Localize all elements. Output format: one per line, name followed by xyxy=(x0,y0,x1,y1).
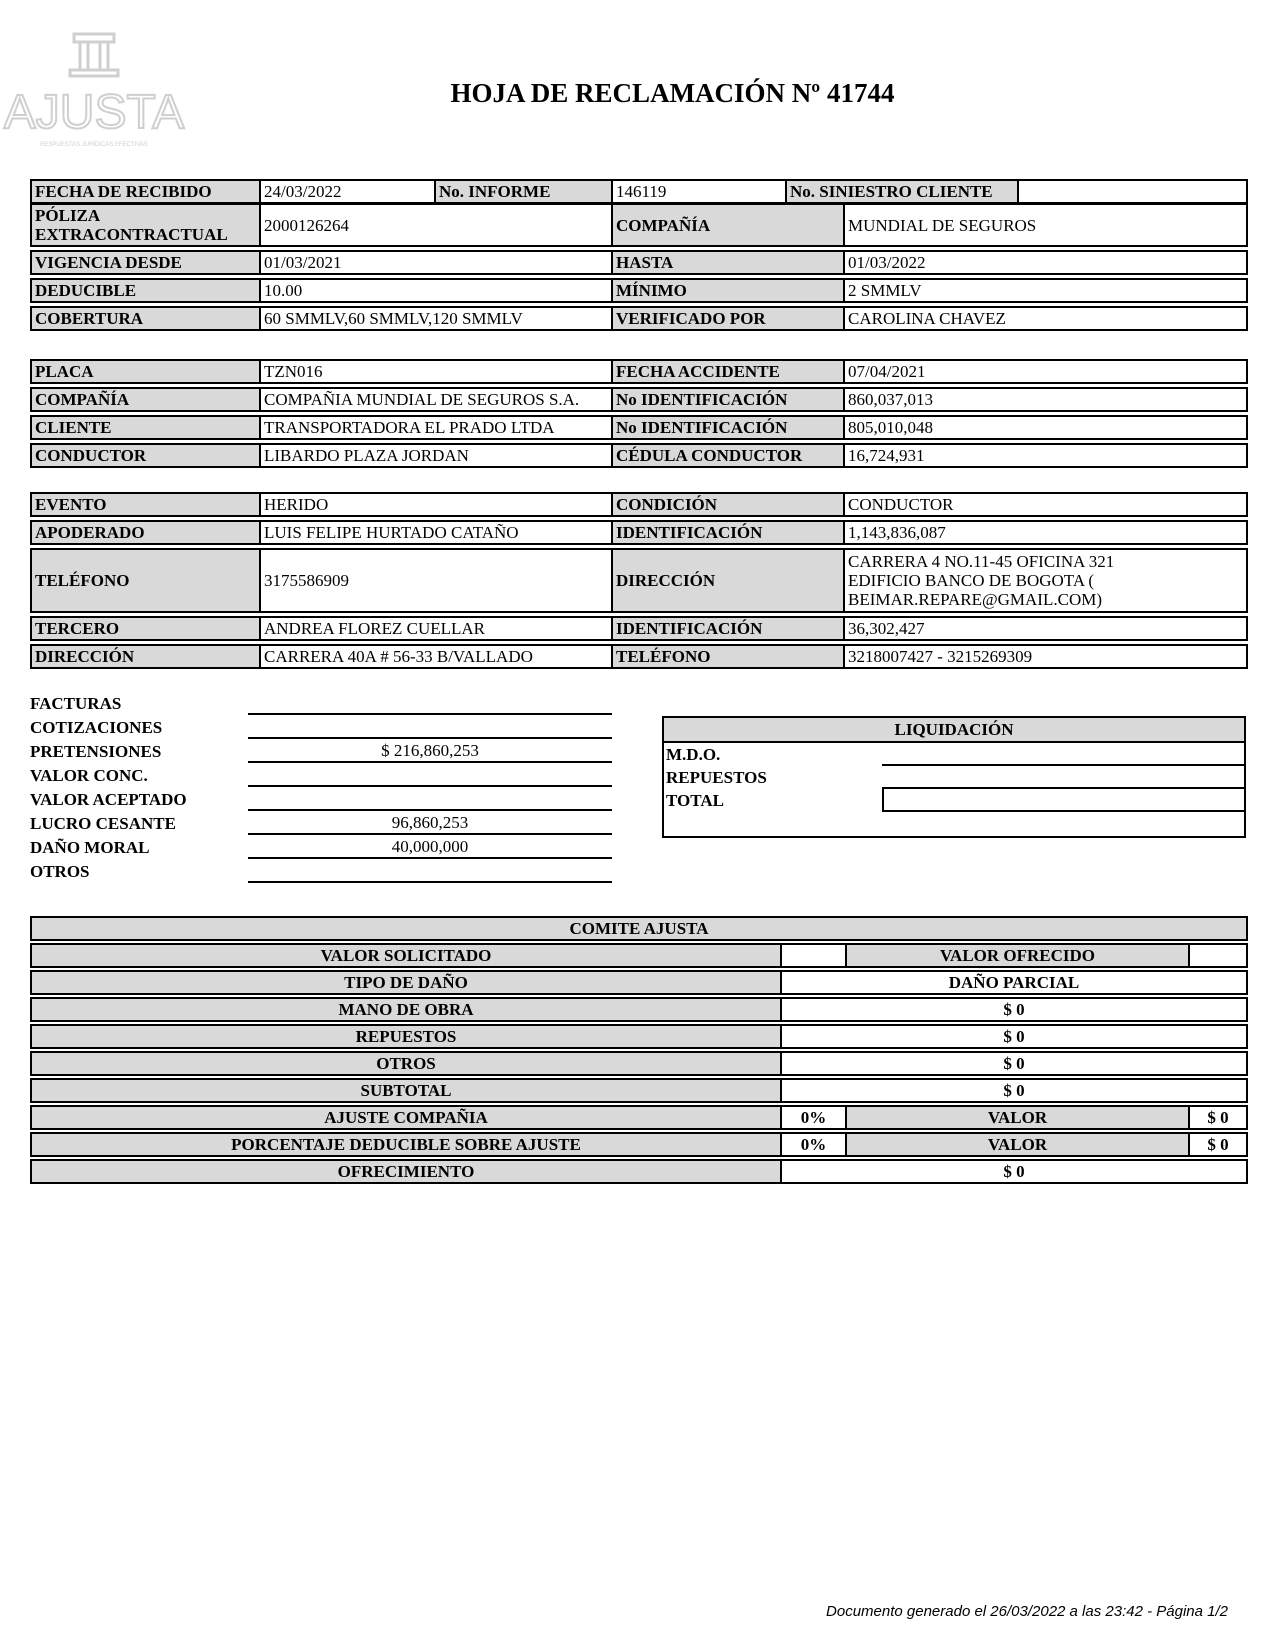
vigencia-value: 01/03/2021 xyxy=(261,250,613,275)
poliza-value: 2000126264 xyxy=(261,203,613,247)
no-siniestro-label: No. SINIESTRO CLIENTE xyxy=(787,179,1019,204)
mano-obra-label: MANO DE OBRA xyxy=(30,997,782,1022)
ajuste-valor-label: VALOR xyxy=(847,1105,1190,1130)
compania2-label: COMPAÑÍA xyxy=(30,387,261,412)
id2-value: 805,010,048 xyxy=(845,415,1248,440)
telefono-value: 3175586909 xyxy=(261,548,613,613)
liquidacion-label: REPUESTOS xyxy=(666,768,767,787)
condicion-value: CONDUCTOR xyxy=(845,492,1248,517)
no-informe-label: No. INFORME xyxy=(436,179,613,204)
telefono2-label: TELÉFONO xyxy=(613,644,845,669)
apoderado-value: LUIS FELIPE HURTADO CATAÑO xyxy=(261,520,613,545)
hasta-value: 01/03/2022 xyxy=(845,250,1248,275)
financial-label: DAÑO MORAL xyxy=(30,838,150,857)
page-footer: Documento generado el 26/03/2022 a las 23:42 - Página 1/2 xyxy=(826,1603,1228,1620)
direccion-line: BEIMAR.REPARE@GMAIL.COM) xyxy=(848,590,1102,609)
fecha-recibido-label: FECHA DE RECIBIDO xyxy=(30,179,261,204)
direccion2-label: DIRECCIÓN xyxy=(30,644,261,669)
financial-value xyxy=(248,789,612,811)
condicion-label: CONDICIÓN xyxy=(613,492,845,517)
financial-row xyxy=(30,692,615,716)
comite-title: COMITE AJUSTA xyxy=(30,916,1248,941)
repuestos-value: $ 0 xyxy=(782,1024,1248,1049)
financial-label: VALOR ACEPTADO xyxy=(30,790,187,809)
financial-value xyxy=(248,693,612,715)
minimo-value: 2 SMMLV xyxy=(845,278,1248,303)
logo-tagline: RESPUESTAS JURÍDICAS EFECTIVAS xyxy=(40,142,148,148)
financial-row xyxy=(30,788,615,812)
identificacion2-value: 36,302,427 xyxy=(845,616,1248,641)
financial-label: OTROS xyxy=(30,862,90,881)
verificado-label: VERIFICADO POR xyxy=(613,306,845,331)
subtotal-value: $ 0 xyxy=(782,1078,1248,1103)
mano-obra-value: $ 0 xyxy=(782,997,1248,1022)
policy-details-table xyxy=(30,200,1248,334)
liquidacion-row xyxy=(664,766,1244,789)
financial-list xyxy=(30,692,615,884)
financial-value xyxy=(248,717,612,739)
financial-value xyxy=(248,861,612,883)
liquidacion-title: LIQUIDACIÓN xyxy=(664,718,1244,743)
financial-row xyxy=(30,836,615,860)
cobertura-value: 60 SMMLV,60 SMMLV,120 SMMLV xyxy=(261,306,613,331)
liquidacion-value xyxy=(882,787,1244,812)
comite-table xyxy=(30,914,1248,1186)
hasta-label: HASTA xyxy=(613,250,845,275)
tipo-dano-label: TIPO DE DAÑO xyxy=(30,970,782,995)
valor-ofrecido-label: VALOR OFRECIDO xyxy=(847,943,1190,968)
subtotal-label: SUBTOTAL xyxy=(30,1078,782,1103)
vehicle-table xyxy=(30,356,1248,471)
no-informe-value: 146119 xyxy=(613,179,787,204)
telefono2-value: 3218007427 - 3215269309 xyxy=(845,644,1248,669)
ofrecimiento-label: OFRECIMIENTO xyxy=(30,1159,782,1184)
liquidacion-row xyxy=(664,789,1244,812)
vigencia-label: VIGENCIA DESDE xyxy=(30,250,261,275)
conductor-label: CONDUCTOR xyxy=(30,443,261,468)
evento-label: EVENTO xyxy=(30,492,261,517)
direccion-value xyxy=(845,548,1248,613)
direccion-label: DIRECCIÓN xyxy=(613,548,845,613)
liquidacion-row xyxy=(664,743,1244,766)
cedula-label: CÉDULA CONDUCTOR xyxy=(613,443,845,468)
financial-value xyxy=(248,765,612,787)
id1-value: 860,037,013 xyxy=(845,387,1248,412)
financial-row xyxy=(30,860,615,884)
compania-value: MUNDIAL DE SEGUROS xyxy=(845,203,1248,247)
ajuste-pct: 0% xyxy=(782,1105,847,1130)
id1-label: No IDENTIFICACIÓN xyxy=(613,387,845,412)
fecha-accidente-label: FECHA ACCIDENTE xyxy=(613,359,845,384)
cobertura-label: COBERTURA xyxy=(30,306,261,331)
porcentaje-valor: $ 0 xyxy=(1190,1132,1248,1157)
valor-ofrecido-value xyxy=(1190,943,1248,968)
evento-value: HERIDO xyxy=(261,492,613,517)
financial-label: LUCRO CESANTE xyxy=(30,814,176,833)
financial-value: 40,000,000 xyxy=(248,837,612,859)
liquidacion-value xyxy=(882,766,1244,789)
valor-solicitado-value xyxy=(782,943,847,968)
financial-label: VALOR CONC. xyxy=(30,766,148,785)
financial-value: 96,860,253 xyxy=(248,813,612,835)
otros-label: OTROS xyxy=(30,1051,782,1076)
repuestos-label: REPUESTOS xyxy=(30,1024,782,1049)
tercero-value: ANDREA FLOREZ CUELLAR xyxy=(261,616,613,641)
ofrecimiento-value: $ 0 xyxy=(782,1159,1248,1184)
id2-label: No IDENTIFICACIÓN xyxy=(613,415,845,440)
financial-row xyxy=(30,812,615,836)
compania-label: COMPAÑÍA xyxy=(613,203,845,247)
direccion2-value: CARRERA 40A # 56-33 B/VALLADO xyxy=(261,644,613,669)
financial-label: FACTURAS xyxy=(30,694,122,713)
cedula-value: 16,724,931 xyxy=(845,443,1248,468)
conductor-value: LIBARDO PLAZA JORDAN xyxy=(261,443,613,468)
porcentaje-pct: 0% xyxy=(782,1132,847,1157)
financial-row xyxy=(30,740,615,764)
tercero-label: TERCERO xyxy=(30,616,261,641)
verificado-value: CAROLINA CHAVEZ xyxy=(845,306,1248,331)
fecha-accidente-value: 07/04/2021 xyxy=(845,359,1248,384)
porcentaje-label: PORCENTAJE DEDUCIBLE SOBRE AJUSTE xyxy=(30,1132,782,1157)
liquidacion-label: TOTAL xyxy=(666,791,724,810)
poliza-label: PÓLIZA EXTRACONTRACTUAL xyxy=(30,203,261,247)
financial-label: COTIZACIONES xyxy=(30,718,163,737)
porcentaje-valor-label: VALOR xyxy=(847,1132,1190,1157)
logo-text: AJUSTA xyxy=(3,86,185,139)
tipo-dano-value: DAÑO PARCIAL xyxy=(782,970,1248,995)
ajuste-valor: $ 0 xyxy=(1190,1105,1248,1130)
compania2-value: COMPAÑIA MUNDIAL DE SEGUROS S.A. xyxy=(261,387,613,412)
valor-solicitado-label: VALOR SOLICITADO xyxy=(30,943,782,968)
placa-value: TZN016 xyxy=(261,359,613,384)
page-title: HOJA DE RECLAMACIÓN Nº 41744 xyxy=(450,78,895,108)
financial-label: PRETENSIONES xyxy=(30,742,162,761)
identificacion2-label: IDENTIFICACIÓN xyxy=(613,616,845,641)
telefono-label: TELÉFONO xyxy=(30,548,261,613)
liquidacion-label: M.D.O. xyxy=(666,745,721,764)
financial-value: $ 216,860,253 xyxy=(248,741,612,763)
apoderado-label: APODERADO xyxy=(30,520,261,545)
direccion-line: EDIFICIO BANCO DE BOGOTA ( xyxy=(848,571,1095,590)
fecha-recibido-value: 24/03/2022 xyxy=(261,179,436,204)
event-table xyxy=(30,489,1248,672)
placa-label: PLACA xyxy=(30,359,261,384)
ajuste-label: AJUSTE COMPAÑIA xyxy=(30,1105,782,1130)
deducible-value: 10.00 xyxy=(261,278,613,303)
cliente-label: CLIENTE xyxy=(30,415,261,440)
identificacion-value: 1,143,836,087 xyxy=(845,520,1248,545)
liquidacion-value xyxy=(882,743,1244,766)
direccion-line: CARRERA 4 NO.11-45 OFICINA 321 xyxy=(848,552,1115,571)
financial-row xyxy=(30,716,615,740)
identificacion-label: IDENTIFICACIÓN xyxy=(613,520,845,545)
minimo-label: MÍNIMO xyxy=(613,278,845,303)
liquidacion-box xyxy=(662,716,1246,838)
otros-value: $ 0 xyxy=(782,1051,1248,1076)
deducible-label: DEDUCIBLE xyxy=(30,278,261,303)
cliente-value: TRANSPORTADORA EL PRADO LTDA xyxy=(261,415,613,440)
financial-row xyxy=(30,764,615,788)
